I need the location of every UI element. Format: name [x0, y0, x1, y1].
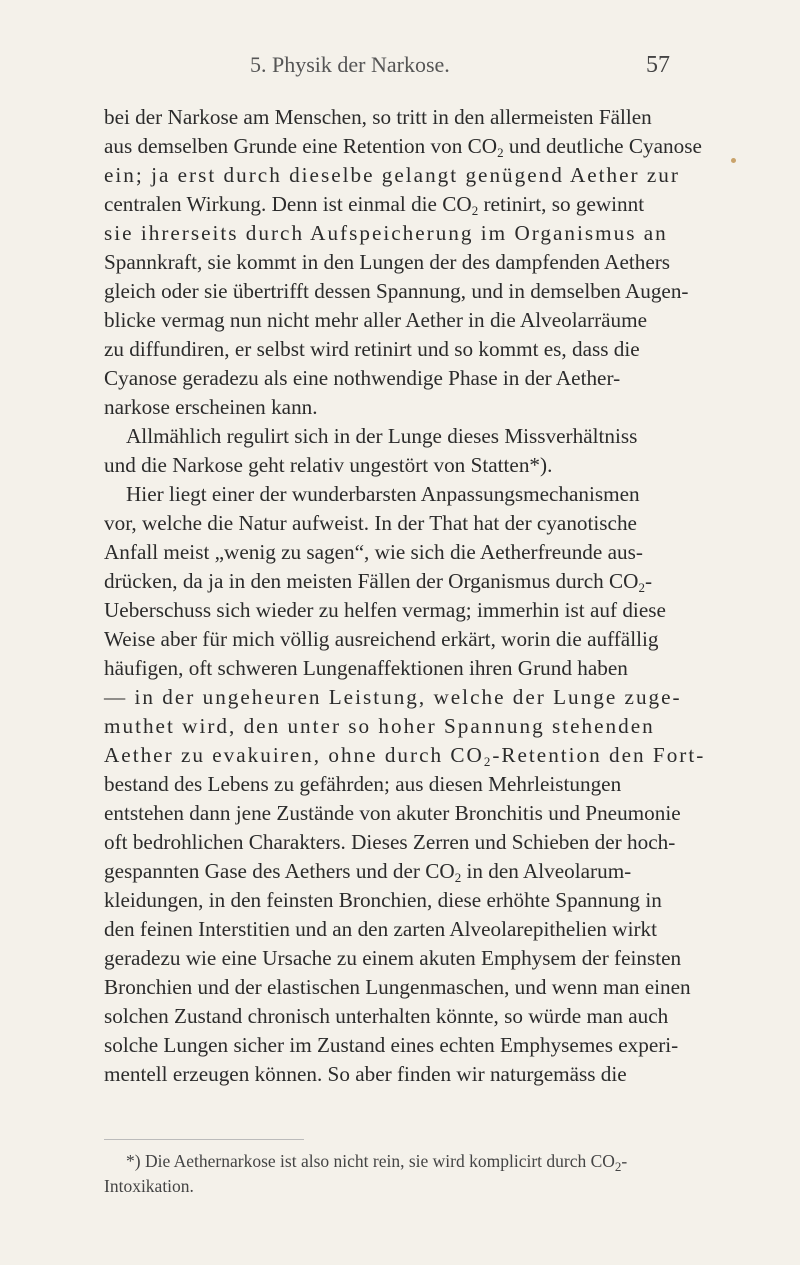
text-line: kleidungen, in den feinsten Bronchien, diese erhöhte Spannung in — [104, 888, 662, 912]
text-line: aus demselben Grunde eine Retention von $CO_2$ und deutliche Cyanose — [104, 134, 702, 160]
text-line: zu diffundiren, er selbst wird retinirt und so kommt es, dass die — [104, 337, 640, 361]
footnote-rule — [104, 1139, 304, 1140]
text-line: centralen Wirkung. Denn ist einmal die $CO_2$ retinirt, so gewinnt — [104, 192, 645, 218]
text-line: gleich oder sie übertrifft dessen Spannung, und in demselben Augen- — [104, 279, 689, 303]
text-line: oft bedrohlichen Charakters. Dieses Zerren und Schieben der hoch- — [104, 830, 676, 854]
text-line: Aether zu evakuiren, ohne durch $CO_2$-Retention den Fort- — [104, 743, 706, 769]
text-line: blicke vermag nun nicht mehr aller Aether in die Alveolarräume — [104, 308, 648, 332]
text-line: vor, welche die Natur aufweist. In der That hat der cyanotische — [104, 511, 637, 535]
text-line: Weise aber für mich völlig ausreichend erkärt, worin die auffällig — [104, 627, 659, 651]
text-line: den feinen Interstitien und an den zarten Alveolarepithelien wirkt — [104, 917, 658, 941]
text-line: bestand des Lebens zu gefährden; aus diesen Mehrleistungen — [104, 772, 622, 796]
ink-spot — [731, 158, 736, 163]
text-line: drücken, da ja in den meisten Fällen der Organismus durch $CO_2-$ — [104, 569, 653, 595]
text-line: sie ihrerseits durch Aufspeicherung im Organismus an — [104, 221, 668, 245]
text-line: Bronchien und der elastischen Lungenmaschen, und wenn man einen — [104, 975, 691, 999]
text-line: geradezu wie eine Ursache zu einem akuten Emphysem der feinsten — [104, 946, 682, 970]
text-line: mentell erzeugen können. So aber finden wir naturgemäss die — [104, 1062, 627, 1086]
text-line: Hier liegt einer der wunderbarsten Anpassungsmechanismen — [126, 482, 640, 506]
text-line: Ueberschuss sich wieder zu helfen vermag; immerhin ist auf diese — [104, 598, 666, 622]
text-line: Spannkraft, sie kommt in den Lungen der des dampfenden Aethers — [104, 250, 671, 274]
text-line: entstehen dann jene Zustände von akuter Bronchitis und Pneumonie — [104, 801, 681, 825]
text-line: und die Narkose geht relativ ungestört von Statten*). — [104, 453, 553, 477]
page-number: 57 — [646, 52, 670, 78]
text-line: gespannten Gase des Aethers und der $CO_2$ in den Alveolarum- — [104, 859, 632, 885]
text-line: Cyanose geradezu als eine nothwendige Phase in der Aether- — [104, 366, 621, 390]
footnote-line: Intoxikation. — [104, 1176, 194, 1196]
text-line: Allmählich regulirt sich in der Lunge dieses Missverhältniss — [126, 424, 638, 448]
text-line: ein; ja erst durch dieselbe gelangt genügend Aether zur — [104, 163, 680, 187]
text-line: solchen Zustand chronisch unterhalten könnte, so würde man auch — [104, 1004, 669, 1028]
running-title: 5. Physik der Narkose. — [250, 52, 450, 77]
page-header — [0, 52, 800, 82]
footnote-line: *) Die Aethernarkose ist also nicht rein, sie wird komplicirt durch $CO_2-$ — [126, 1151, 628, 1174]
text-line: bei der Narkose am Menschen, so tritt in den allermeisten Fällen — [104, 105, 652, 129]
text-line: häufigen, oft schweren Lungenaffektionen ihren Grund haben — [104, 656, 628, 680]
text-line: solche Lungen sicher im Zustand eines echten Emphysemes experi- — [104, 1033, 679, 1057]
text-line: — in der ungeheuren Leistung, welche der Lunge zuge- — [104, 685, 682, 709]
text-line: Anfall meist „wenig zu sagen“, wie sich die Aetherfreunde aus- — [104, 540, 643, 564]
text-line: narkose erscheinen kann. — [104, 395, 318, 419]
text-line: muthet wird, den unter so hoher Spannung stehenden — [104, 714, 655, 738]
